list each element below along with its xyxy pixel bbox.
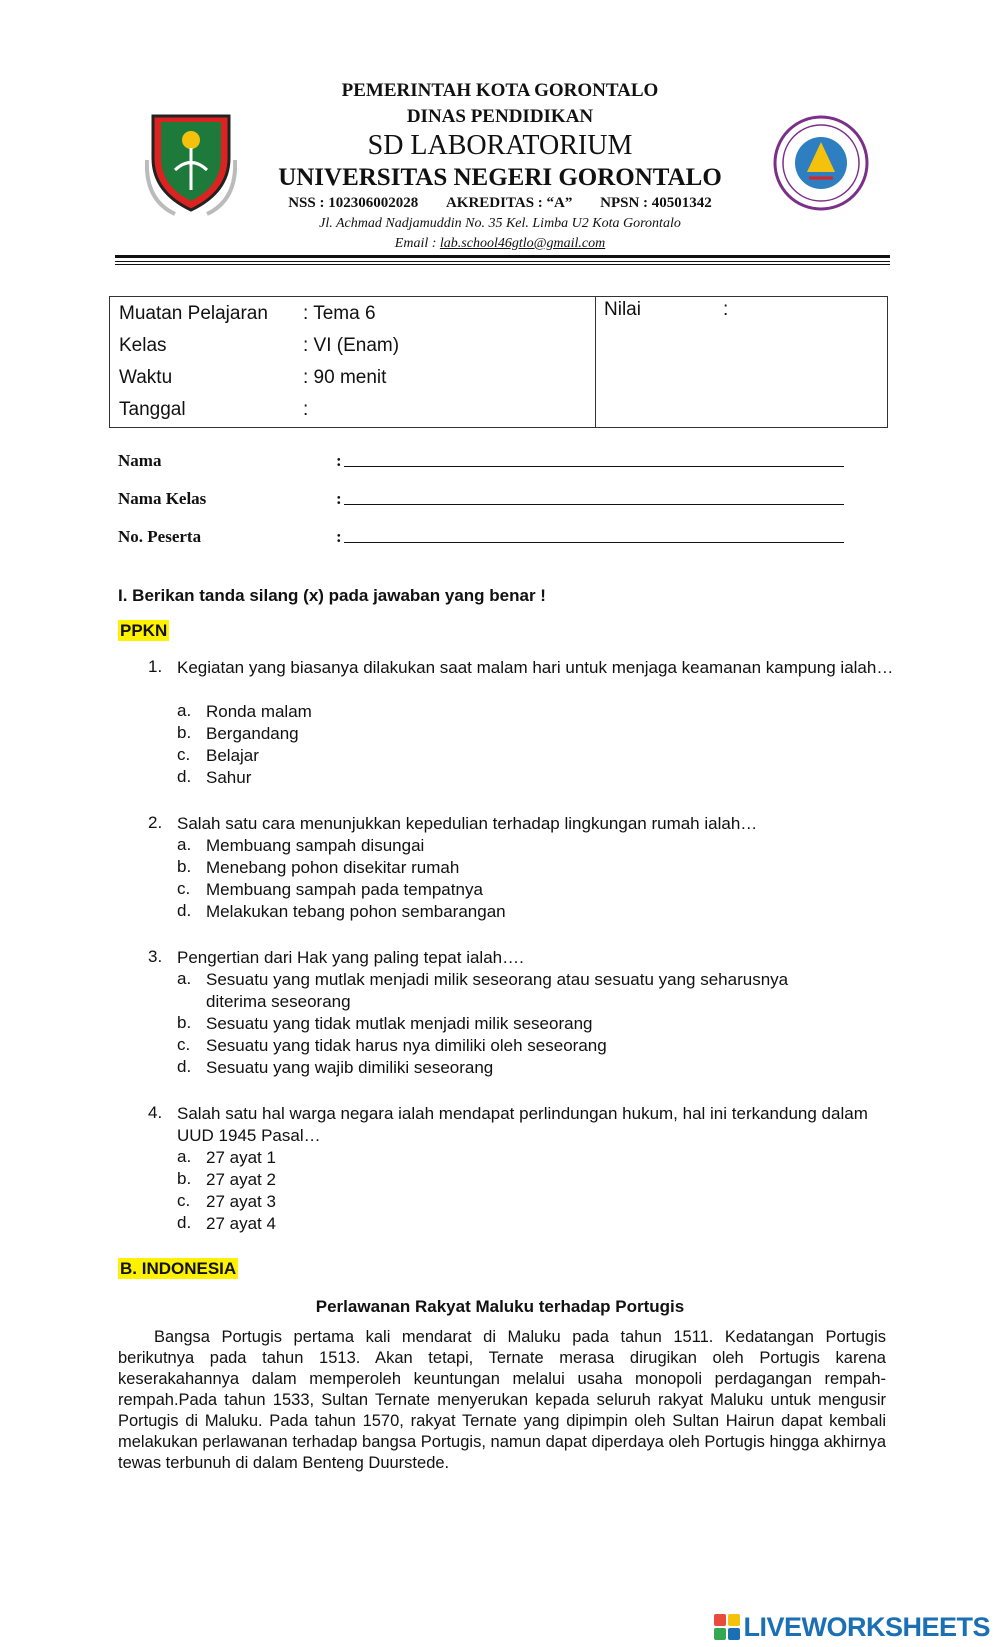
liveworksheets-logo <box>714 1612 990 1642</box>
header-rule-thin2 <box>115 264 890 265</box>
nilai-colon: : <box>723 299 729 320</box>
akreditas: AKREDITAS : “A” <box>445 195 573 211</box>
field-colon: : <box>336 527 342 546</box>
option-text: Sahur <box>206 768 252 787</box>
passage-title: Perlawanan Rakyat Maluku terhadap Portugis <box>315 1297 685 1316</box>
option-text: 27 ayat 3 <box>206 1192 276 1211</box>
info-label: Muatan Pelajaran <box>119 303 268 324</box>
option-text: Membuang sampah pada tempatnya <box>206 880 483 899</box>
option-text: Belajar <box>206 746 259 765</box>
section-b-indonesia <box>118 1259 238 1279</box>
header-rule-thick <box>115 255 890 258</box>
liveworksheets-icon <box>714 1614 740 1640</box>
info-box-divider <box>595 297 596 427</box>
option-text-continued: diterima seseorang <box>206 992 351 1011</box>
info-value: : Tema 6 <box>303 303 376 324</box>
exam-info-box <box>109 296 888 428</box>
field-label: Nama <box>118 451 162 470</box>
option-letter: b. <box>177 1013 192 1032</box>
class-input-line[interactable] <box>344 504 844 505</box>
option-text: Membuang sampah disungai <box>206 836 425 855</box>
field-no-peserta <box>118 527 342 547</box>
liveworksheets-wordmark: LIVEWORKSHEETS <box>743 1611 990 1642</box>
option-text: Sesuatu yang wajib dimiliki seseorang <box>206 1058 494 1077</box>
option-letter: a. <box>177 701 192 720</box>
option-text: Sesuatu yang tidak harus nya dimiliki oleh seseorang <box>206 1036 607 1055</box>
option-letter: a. <box>177 969 192 988</box>
field-nama-kelas <box>118 489 342 509</box>
info-label: Tanggal <box>119 399 186 420</box>
section-ppkn <box>118 621 169 641</box>
field-nama <box>118 451 342 471</box>
option-letter: c. <box>177 1191 191 1210</box>
info-value: : VI (Enam) <box>303 335 400 356</box>
question-number: 2. <box>148 813 163 832</box>
section-title: B. INDONESIA <box>120 1259 237 1278</box>
npsn: NPSN : 40501342 <box>600 195 712 211</box>
participant-input-line[interactable] <box>344 542 844 543</box>
option-text: Melakukan tebang pohon sembarangan <box>206 902 506 921</box>
option-text: 27 ayat 2 <box>206 1170 276 1189</box>
question-text: Salah satu cara menunjukkan kepedulian terhadap lingkungan rumah ialah… <box>177 814 758 833</box>
header-university: UNIVERSITAS NEGERI GORONTALO <box>278 164 722 191</box>
nss: NSS : 102306002028 <box>288 195 419 211</box>
option-letter: b. <box>177 1169 192 1188</box>
option-letter: d. <box>177 767 192 786</box>
option-letter: b. <box>177 723 192 742</box>
option-letter: c. <box>177 745 191 764</box>
header-ids <box>0 195 1000 212</box>
option-letter: d. <box>177 901 192 920</box>
section-title: PPKN <box>120 621 168 640</box>
option-letter: d. <box>177 1213 192 1232</box>
email-label: Email : <box>394 236 437 251</box>
option-text: 27 ayat 1 <box>206 1148 276 1167</box>
option-letter: d. <box>177 1057 192 1076</box>
field-label: No. Peserta <box>118 527 202 546</box>
header-email <box>0 236 1000 252</box>
question-text: Kegiatan yang biasanya dilakukan saat malam hari untuk menjaga keamanan kampung ialah… <box>177 658 894 677</box>
info-value: : 90 menit <box>303 367 387 388</box>
question-text: Pengertian dari Hak yang paling tepat ialah…. <box>177 948 524 967</box>
option-text: 27 ayat 4 <box>206 1214 276 1233</box>
option-letter: a. <box>177 1147 192 1166</box>
option-text: Menebang pohon disekitar rumah <box>206 858 460 877</box>
info-value: : <box>303 399 309 420</box>
info-label: Kelas <box>119 335 167 356</box>
instruction: I. Berikan tanda silang (x) pada jawaban yang benar ! <box>118 586 546 605</box>
option-text: Ronda malam <box>206 702 312 721</box>
option-text: Sesuatu yang mutlak menjadi milik seseorang atau sesuatu yang seharusnya <box>206 970 789 989</box>
header-school-name: SD LABORATORIUM <box>367 130 633 161</box>
nilai-field <box>604 299 729 321</box>
option-letter: c. <box>177 1035 191 1054</box>
reading-passage: Bangsa Portugis pertama kali mendarat di Maluku pada tahun 1511. Kedatangan Portugis berikutnya pada tahun 1513. Akan tetapi, Ternate merasa dirugikan oleh Portugis karena keserakahannya dalam memperoleh keuntungan melalui usaha monopoli perdagangan rempah-rempah.Pada tahun 1533, Sultan Ternate menyerukan kepada seluruh rakyat Maluku untuk mengusir Portugis di Maluku. Pada tahun 1570, rakyat Ternate yang dipimpin oleh Sultan Hairun dapat kembali melakukan perlawanan terhadap bangsa Portugis, namun dapat diperdaya oleh Portugis hingga akhirnya tewas terbunuh di dalam Benteng Duurstede. <box>118 1328 886 1472</box>
field-colon: : <box>336 489 342 508</box>
question-text: Salah satu hal warga negara ialah mendapat perlindungan hukum, hal ini terkandung dalam UUD 1945 Pasal… <box>177 1104 868 1145</box>
email-link[interactable]: lab.school46gtlo@gmail.com <box>439 236 606 251</box>
option-letter: c. <box>177 879 191 898</box>
header-address: Jl. Achmad Nadjamuddin No. 35 Kel. Limba U2 Kota Gorontalo <box>319 216 681 231</box>
nilai-label: Nilai <box>604 299 641 320</box>
option-letter: a. <box>177 835 192 854</box>
header-department: DINAS PENDIDIKAN <box>406 106 594 127</box>
question-number: 3. <box>148 947 163 966</box>
question-number: 1. <box>148 657 163 676</box>
field-label: Nama Kelas <box>118 489 207 508</box>
option-letter: b. <box>177 857 192 876</box>
option-text: Sesuatu yang tidak mutlak menjadi milik seseorang <box>206 1014 593 1033</box>
option-text: Bergandang <box>206 724 299 743</box>
header-rule-thin <box>115 261 890 262</box>
question-number: 4. <box>148 1103 163 1122</box>
name-input-line[interactable] <box>344 466 844 467</box>
header-government: PEMERINTAH KOTA GORONTALO <box>341 80 659 101</box>
info-label: Waktu <box>119 367 173 388</box>
field-colon: : <box>336 451 342 470</box>
